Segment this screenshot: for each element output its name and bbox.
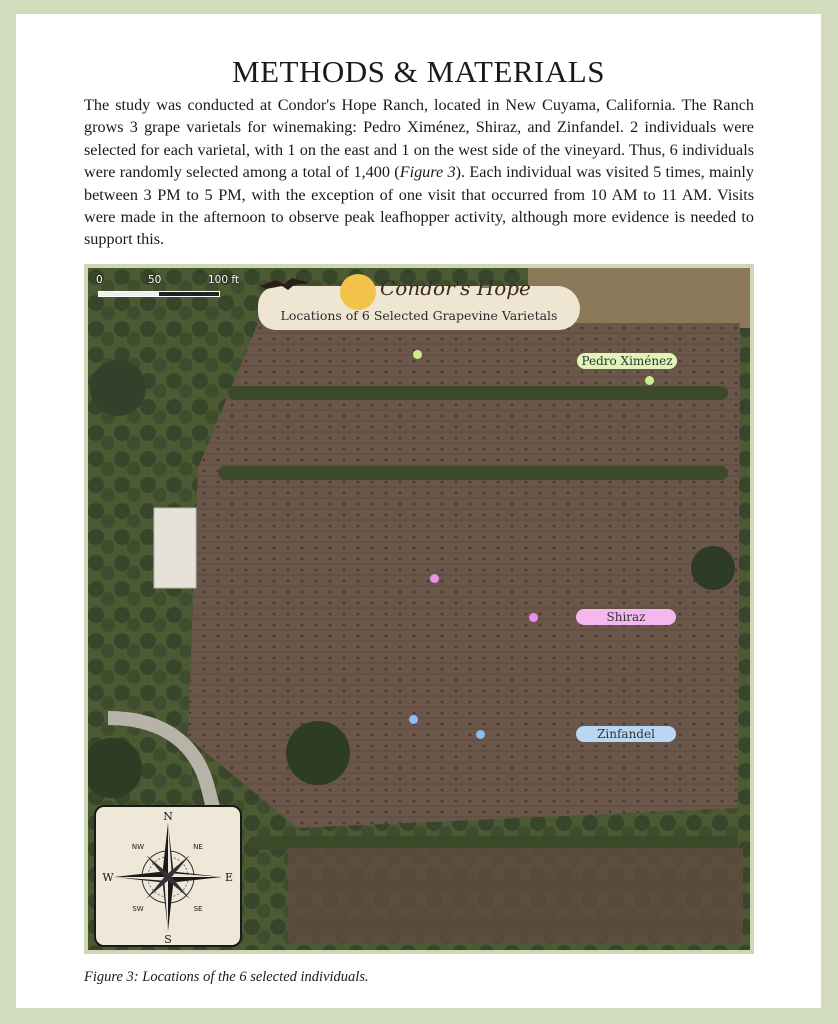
paragraph-text-start: The study was conducted at Condor's Hope Ranch, located in New Cuyama, California. The Ranch grows 3 grape varietals for winemaking: Pedro Ximénez, Shiraz, and Zinfandel. 2 individuals were selected for each varietal, with 1 on the east and 1 on the west side of the vineyard. Thus, 6 individuals were randomly selected among a total of 1,400 ( — [84, 96, 754, 182]
condor-icon — [258, 274, 312, 294]
compass-e: E — [224, 871, 234, 884]
map-title-banner — [258, 274, 580, 330]
methods-paragraph — [84, 94, 754, 251]
lower-field — [288, 848, 743, 943]
compass-sw: SW — [132, 905, 144, 913]
page-title: METHODS & MATERIALS — [232, 54, 605, 89]
scale-label-0: 0 — [96, 274, 103, 286]
shiraz-east-dot — [529, 613, 538, 622]
map-scale — [96, 274, 246, 300]
vineyard-map — [88, 268, 750, 950]
compass-rose — [94, 805, 242, 947]
pedro-ximenez-east-dot — [645, 376, 654, 385]
map-subtitle: Locations of 6 Selected Grapevine Varietals — [280, 308, 558, 323]
building — [154, 508, 196, 588]
tree-cluster — [286, 721, 350, 785]
compass-ne: NE — [193, 843, 203, 851]
figure-3 — [84, 264, 754, 954]
figure-caption: Figure 3: Locations of the 6 selected individuals. — [84, 969, 369, 985]
shiraz-west-dot — [430, 574, 439, 583]
compass-s: S — [164, 933, 172, 945]
compass-icon — [96, 807, 240, 945]
scale-label-50: 50 — [148, 274, 162, 286]
compass-se: SE — [193, 905, 203, 913]
compass-w: W — [102, 871, 114, 884]
paragraph-text-end: ). Each individual was visited 5 times, mainly between 3 PM to 5 PM, with the exception of one visit that occurred from 10 AM to 11 AM. Visits were made in the afternoon to observe peak leafhopper activity, although more evidence is needed to support this. — [84, 163, 754, 249]
legend-pedro-ximenez: Pedro Ximénez — [577, 353, 677, 369]
compass-nw: NW — [131, 843, 145, 851]
figure-reference: Figure 3 — [399, 163, 456, 182]
zinfandel-west-dot — [409, 715, 418, 724]
zinfandel-east-dot — [476, 730, 485, 739]
scale-label-100: 100 ft — [208, 274, 240, 286]
pedro-ximenez-west-dot — [413, 350, 422, 359]
legend-zinfandel: Zinfandel — [576, 726, 676, 742]
scale-bar — [98, 291, 220, 297]
compass-n: N — [163, 810, 173, 823]
logo-text: Condor's Hope — [380, 276, 531, 300]
page — [16, 14, 821, 1008]
legend-shiraz: Shiraz — [576, 609, 676, 625]
sun-logo — [340, 274, 376, 310]
